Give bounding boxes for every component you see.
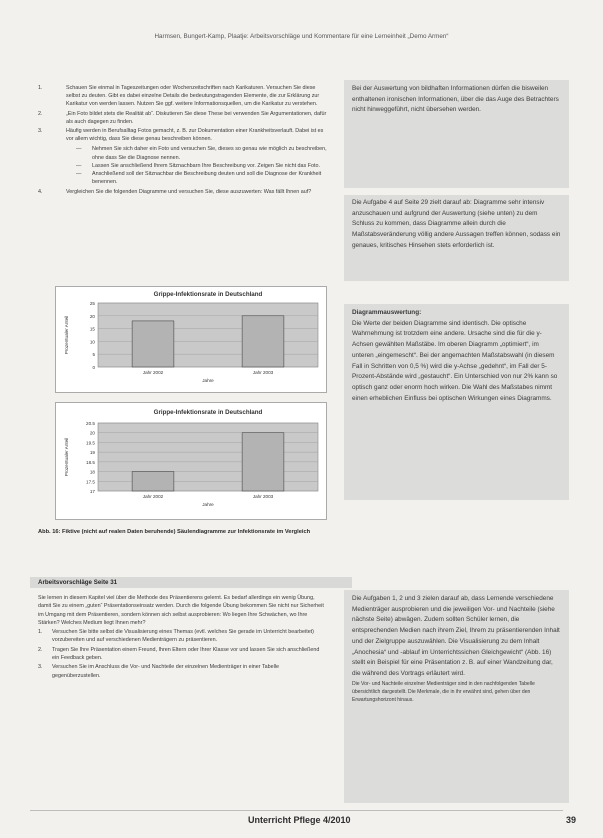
- x-axis-label: Jahre: [202, 502, 214, 507]
- chart-1-frame: [55, 286, 327, 393]
- bar: [242, 433, 284, 491]
- sub-item: [66, 162, 328, 170]
- dash-bullet: —: [76, 162, 82, 169]
- y-tick-label: 17: [89, 489, 95, 494]
- task-item: [38, 628, 328, 645]
- y-tick-label: 19.5: [86, 440, 95, 446]
- intro-paragraph: Sie lernen in diesem Kapitel viel über die Methode des Präsentierens gelernt. Es bedarf allerdings ein wenig Übung, damit Sie zu einem „guten“ Präsentationseinsatz werden. Durch die folgende Übung bekommen Sie nicht nur Sicherheit im Umgang mit dem Präsentieren, sondern können sich selbst ausprobieren: Wo liegen Ihre Schwächen, wo Ihre Stärken? Welches Medium liegt Ihnen mehr?: [38, 595, 324, 626]
- analysis-text: Die Werte der beiden Diagramme sind identisch. Die optische Wahrnehmung ist trotzdem eine andere. Ursache sind die für die y-Achsen gewählten Maßstäbe. Im oberen Diagramm „optimiert“, im unteren „eingemescht“. Bei der angemachten Maßstabswahl (in diesem Fall in Schritten von 0,5 %) wird die y-Achse „gedehnt“, im Fall der 5-Prozent-Abstände wird „gestaucht“. Ein Unterschied von nur 2% kann so optisch ganz oder enorm hoch wirken. Die Wahl des Maßstabes nimmt einen erheblichen Einfluss bei optischen Wirkungen eines Diagramms.: [352, 319, 558, 402]
- question-text: Schauen Sie einmal in Tageszeitungen oder Wochenzeitschriften nach Karikaturen. Versuchen Sie diese selbst zu deuten. Gibt es dabei einzelne Details die bedeutungstragenden Elemente, die zur Erklärung zur Karikatur von werden lassen. Nutzen Sie ggf. weitere Informationsquellen, um die Karikatur zu verstehen.: [66, 85, 320, 108]
- sub-item: [66, 170, 328, 186]
- chart-2: [56, 403, 326, 519]
- x-tick-label: Jahr 2002: [142, 370, 164, 375]
- comment-box-2-text: Die Aufgabe 4 auf Seite 29 zielt darauf ab: Diagramme sehr intensiv anzuschauen und aufgrund der Auswertung (siehe unten) zu dem Schluss zu kommen, dass Diagramme allein durch die Maßstabsveränderung völlig andere Aussagen treffen können, sodass ein genaues, kritisches Hinsehen stets erforderlich ist.: [352, 199, 561, 249]
- task-number: 1.: [38, 629, 43, 636]
- y-tick-label: 25: [89, 301, 95, 306]
- question-text: „Ein Foto bildet stets die Realität ab“. Diskutieren Sie diese These bei verwenden Sie Argumentationen, dafür als auch dagegen zu finden.: [66, 110, 327, 125]
- question-list-section: [38, 84, 328, 198]
- comment-box-4-text: Die Aufgaben 1, 2 und 3 zielen darauf ab, dass Lernende verschiedene Medienträger ausprobieren und die jeweiligen Vor- und Nachteile (siehe nächste Seite) abwägen. Zudem sollten Schüler lernen, die entsprechenden Medien nach ihrem Ziel, Ihrem zu präsentierenden Inhalt und der Zielgruppe auszuwählen. Die Visualisierung zu dem Inhalt „Anochesia“ und -ablauf im Unterrichtssichen Gleichgewicht“ (Abb. 16) stellt ein Beispiel für eine Präsentation z. B. auf einer Wandzeitung dar, die während des Vortrags erläutert wird.: [352, 595, 560, 677]
- x-tick-label: Jahr 2003: [252, 494, 274, 499]
- sub-item: [66, 145, 328, 161]
- footer-rule: [30, 810, 563, 811]
- y-tick-label: 0: [92, 365, 95, 370]
- y-tick-label: 20: [89, 430, 95, 436]
- y-tick-label: 18: [89, 469, 95, 475]
- question-number: 2.: [38, 110, 43, 117]
- analysis-box: [344, 304, 569, 500]
- task-item: [38, 646, 328, 663]
- y-tick-label: 15: [89, 326, 95, 332]
- bottom-left-text: [38, 594, 328, 681]
- comment-box-2: [344, 195, 569, 281]
- question-number: 3.: [38, 128, 43, 135]
- comment-box-4: [344, 590, 569, 803]
- question-list: [38, 84, 328, 197]
- comment-box-1-text: Bei der Auswertung von bildhaften Informationen dürfen die bisweilen enthaltenen ironischen Informationen, über die das Auge des Betrachters nicht hinweggeführt, nicht übersehen werden.: [352, 85, 559, 114]
- y-tick-label: 19: [89, 450, 95, 456]
- section-heading-bar: Arbeitsvorschläge Seite 31: [30, 577, 352, 588]
- question-item: [38, 188, 328, 196]
- bar: [132, 321, 174, 367]
- question-number: 1.: [38, 85, 43, 91]
- y-tick-label: 10: [89, 339, 95, 345]
- x-tick-label: Jahr 2002: [142, 494, 164, 499]
- chart-2-frame: [55, 402, 327, 520]
- y-tick-label: 5: [92, 352, 95, 358]
- bar: [132, 472, 174, 491]
- y-axis-label: Prozentualer Anteil: [64, 315, 69, 355]
- figure-caption: Abb. 16: Fiktive (nicht auf realen Daten beruhende) Säulendiagramme zur Infektionsrate im Vergleich: [38, 529, 311, 535]
- task-number: 3.: [38, 664, 43, 671]
- plot-area: [98, 303, 318, 367]
- sub-item-text: Nehmen Sie sich daher ein Foto und versuchen Sie, dieses so genau wie möglich zu beschreiben, ohne dass Sie die Diagnose nennen.: [92, 146, 327, 161]
- x-tick-label: Jahr 2003: [252, 370, 274, 375]
- analysis-title: Diagrammauswertung:: [352, 309, 422, 316]
- task-text: Versuchen Sie im Anschluss die Vor- und Nachteile der einzelnen Medienträger in einer Tabelle gegenüberzustellen.: [52, 664, 280, 679]
- dash-bullet: —: [76, 171, 82, 178]
- y-tick-label: 20: [89, 313, 95, 319]
- task-item: [38, 663, 328, 680]
- comment-box-4-note: Die Vor- und Nachteile einzelner Medienträger sind in den nachfolgenden Tabelle übersichtlich dargestellt. Die Merkmale, die in ihr erwähnt sind, gehen über den Erwartungshorizont hinaus.: [352, 680, 535, 703]
- y-tick-label: 17.5: [86, 479, 95, 485]
- comment-box-1: [344, 80, 569, 188]
- running-head: Harmsen, Bungert-Kamp, Plaatje: Arbeitsvorschläge und Kommentare für eine Lerneinheit „Demo Armen“: [154, 33, 449, 40]
- y-tick-label: 20.5: [86, 421, 95, 426]
- question-number: 4.: [38, 189, 43, 196]
- chart-title: Grippe-Infektionsrate in Deutschland: [153, 409, 263, 416]
- footer-magazine: Unterricht Pflege 4/2010: [248, 815, 351, 825]
- chart-1: [56, 287, 326, 392]
- task-text: Versuchen Sie bitte selbst die Visualisierung eines Themas (evtl. welches Sie gerade im Unterricht bearbeitet) vorzubereiten und auf verschiedenen Medienträgern zu präsentieren.: [52, 629, 314, 644]
- question-item: [38, 110, 328, 126]
- plot-area: [98, 423, 318, 491]
- footer-page-number: 39: [566, 815, 577, 825]
- question-item: [38, 127, 328, 186]
- x-axis-label: Jahre: [202, 378, 214, 383]
- task-number: 2.: [38, 646, 43, 653]
- sub-item-text: Anschließend soll der Sitznachbar die Beschreibung deuten und soll die Diagnose der Krankheit benennen.: [92, 171, 322, 186]
- bar: [242, 316, 284, 367]
- question-item: [38, 84, 328, 109]
- y-axis-label: Prozentualer Anteil: [64, 437, 69, 477]
- question-text: Vergleichen Sie die folgenden Diagramme und versuchen Sie, diese auszuwerten: Was fällt Ihnen auf?: [66, 189, 312, 196]
- dash-bullet: —: [76, 146, 82, 153]
- question-text: Häufig werden in Berufsalltag Fotos gemacht, z. B. zur Dokumentation einer Krankheitsverlauft. Dabei ist es vor allem wichtig, dass Sie diese genau beschreiben können.: [66, 128, 324, 143]
- chart-title: Grippe-Infektionsrate in Deutschland: [153, 291, 263, 298]
- sub-list: [66, 145, 328, 186]
- task-text: Tragen Sie Ihre Präsentation einem Freund, Ihren Eltern oder Ihrer Klasse vor und lassen Sie sich anschließend ein Feedback geben.: [52, 646, 320, 662]
- sub-item-text: Lassen Sie anschließend Ihrem Sitznachbarn Ihre Beschreibung vor. Zeigen Sie nicht das Foto.: [92, 162, 321, 169]
- y-tick-label: 18.5: [86, 459, 95, 465]
